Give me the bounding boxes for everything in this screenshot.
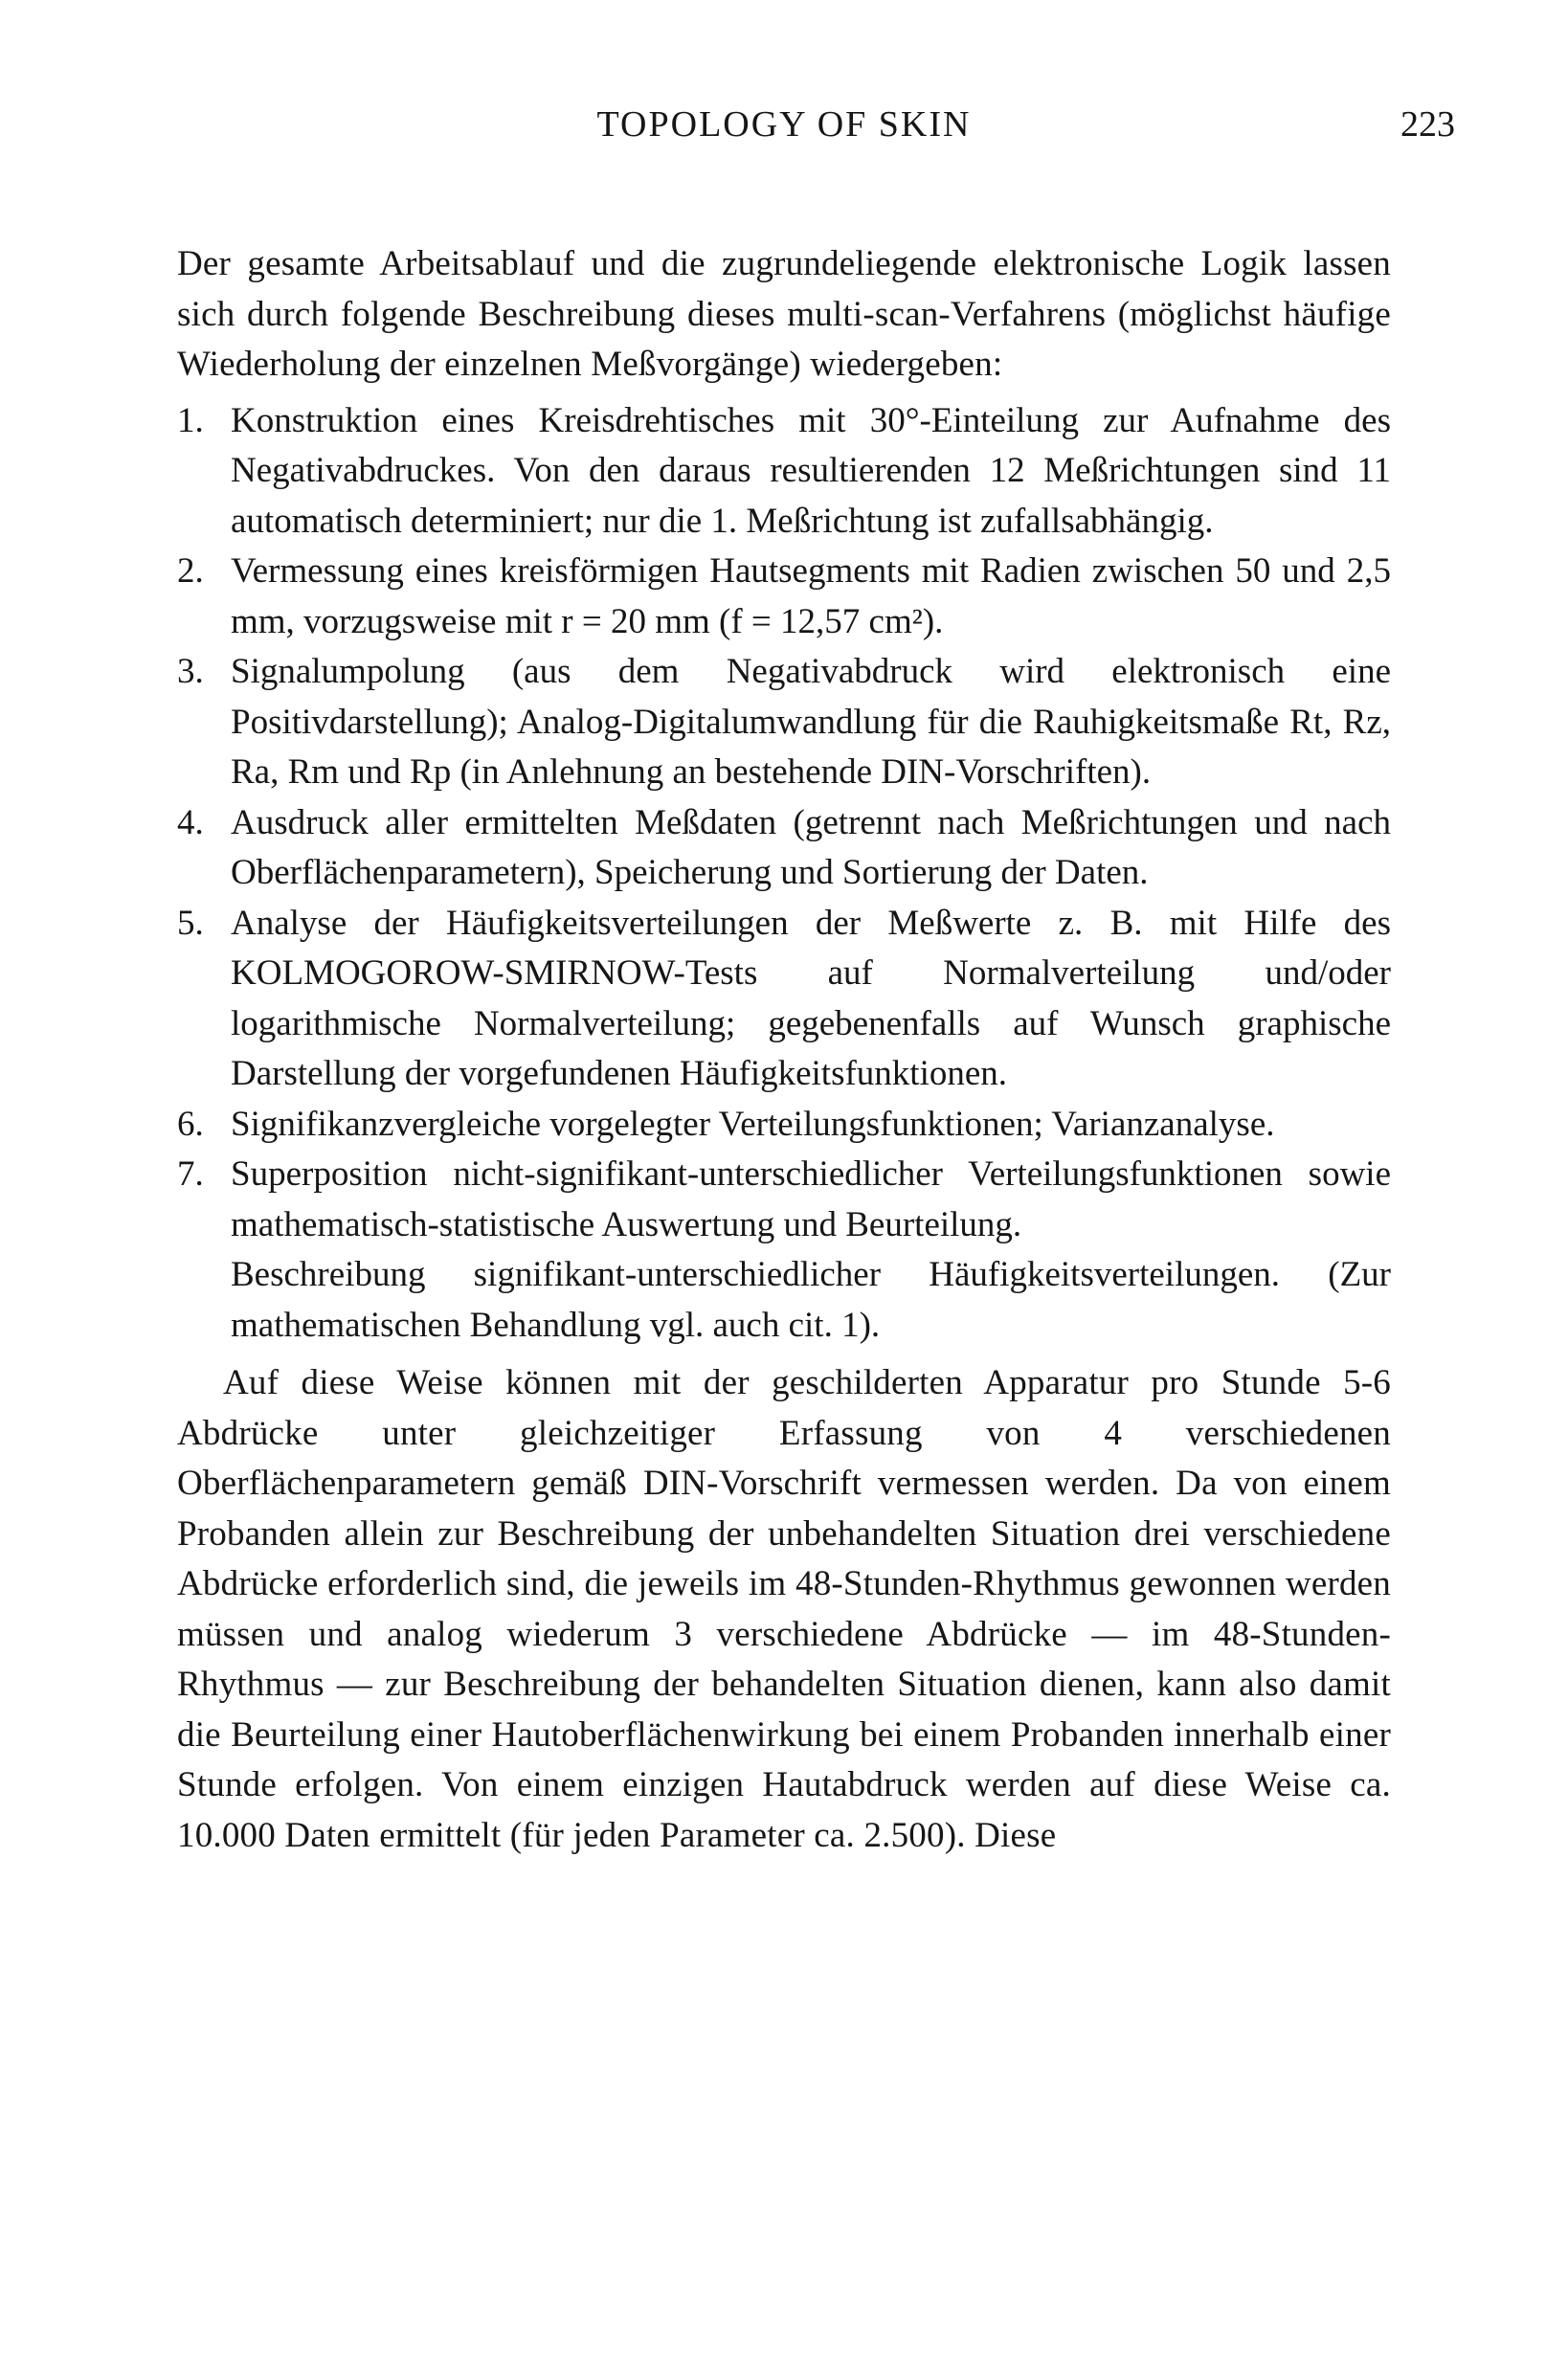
item-number: 7.: [177, 1154, 204, 1194]
intro-paragraph: Der gesamte Arbeitsablauf und die zugrundeliegende elektronische Logik lassen sich durch folgende Beschreibung dieses multi-scan-Verfahrens (möglichst häufige Wiederholung der einzelnen Meßvorgänge) wiedergeben:: [177, 244, 1391, 384]
item-text: Signalumpolung (aus dem Negativabdruck wird elektronisch eine Positivdarstellung); Analog-Digitalumwandlung für die Rauhigkeitsmaße Rt, Rz, Ra, Rm und Rp (in Anlehnung an bestehende DIN-Vorschriften).: [231, 652, 1391, 792]
item-number: 6.: [177, 1104, 204, 1144]
item-text: Konstruktion eines Kreisdrehtisches mit 30°-Einteilung zur Aufnahme des Negativabdruckes. Von den daraus resultierenden 12 Meßrichtungen sind 11 automatisch determiniert; nur die 1. Meßrichtung ist zufallsabhängig.: [231, 400, 1391, 541]
list-item: [177, 1150, 1391, 1351]
running-title: TOPOLOGY OF SKIN: [596, 104, 972, 145]
item-extra-text: Beschreibung signifikant-unterschiedlicher Häufigkeitsverteilungen. (Zur mathematischen Behandlung vgl. auch cit. 1).: [231, 1255, 1391, 1345]
list-item: [177, 547, 1391, 647]
running-header: [0, 103, 1568, 151]
item-text: Signifikanzvergleiche vorgelegter Verteilungsfunktionen; Varianzanalyse.: [231, 1104, 1275, 1144]
item-number: 5.: [177, 903, 204, 943]
item-text: Vermessung eines kreisförmigen Hautsegments mit Radien zwischen 50 und 2,5 mm, vorzugsweise mit r = 20 mm (f = 12,57 cm²).: [231, 551, 1391, 641]
item-text: Superposition nicht-signifikant-unterschiedlicher Verteilungsfunktionen sowie mathematisch-statistische Auswertung und Beurteilung.: [231, 1154, 1391, 1244]
list-item: [177, 798, 1391, 899]
page-number: 223: [1400, 104, 1455, 145]
list-item: [177, 1100, 1391, 1151]
item-number: 3.: [177, 652, 204, 691]
list-item: [177, 899, 1391, 1100]
procedure-list: [177, 396, 1391, 1352]
list-item: [177, 396, 1391, 548]
item-number: 2.: [177, 551, 204, 591]
item-text: Ausdruck aller ermittelten Meßdaten (getrennt nach Meßrichtungen und nach Oberflächenparametern), Speicherung und Sortierung der Daten.: [231, 802, 1391, 892]
list-item: [177, 647, 1391, 798]
closing-paragraph: Auf diese Weise können mit der geschilderten Apparatur pro Stunde 5-6 Abdrücke unter gleichzeitiger Erfassung von 4 verschiedenen Oberflächenparametern gemäß DIN-Vorschrift vermessen werden. Da von einem Probanden allein zur Beschreibung der unbehandelten Situation drei verschiedene Abdrücke erforderlich sind, die jeweils im 48-Stunden-Rhythmus gewonnen werden müssen und analog wiederum 3 verschiedene Abdrücke — im 48-Stunden-Rhythmus — zur Beschreibung der behandelten Situation dienen, kann also damit die Beurteilung einer Hautoberflächenwirkung bei einem Probanden innerhalb einer Stunde erfolgen. Von einem einzigen Hautabdruck werden auf diese Weise ca. 10.000 Daten ermittelt (für jeden Parameter ca. 2.500). Diese: [177, 1363, 1391, 1855]
page-body: [177, 239, 1391, 1861]
item-text: Analyse der Häufigkeitsverteilungen der Meßwerte z. B. mit Hilfe des KOLMOGOROW-SMIRNOW-Tests auf Normalverteilung und/oder logarithmische Normalverteilung; gegebenenfalls auf Wunsch graphische Darstellung der vorgefundenen Häufigkeitsfunktionen.: [231, 903, 1391, 1093]
item-number: 4.: [177, 802, 204, 842]
item-number: 1.: [177, 400, 204, 440]
